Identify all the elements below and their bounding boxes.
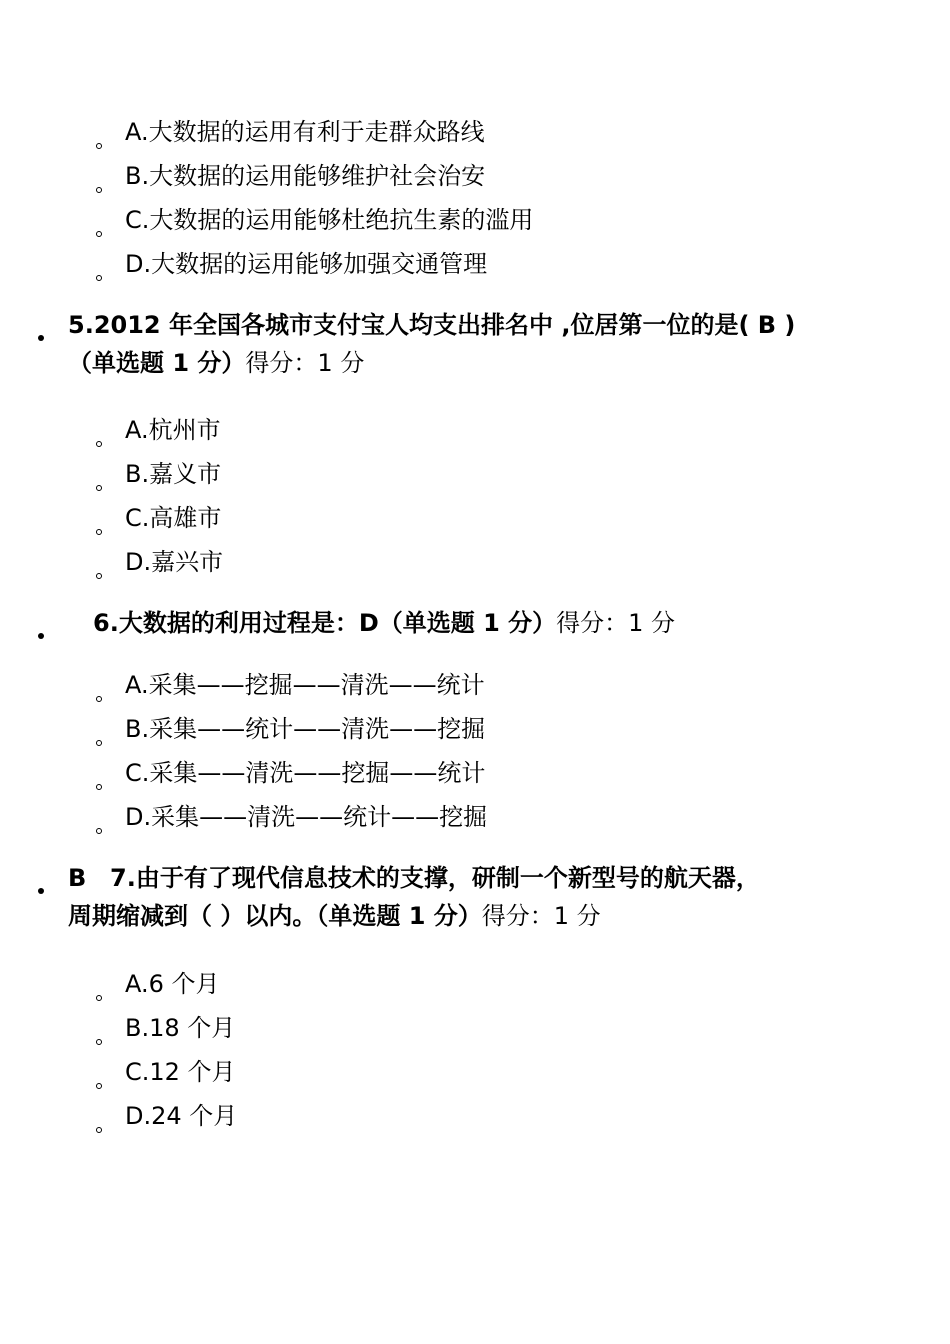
option-bullet — [96, 1083, 102, 1089]
option-bullet — [96, 784, 102, 790]
q6-option-a: A.采集——挖掘——清洗——统计 — [125, 671, 485, 699]
question-7-type: 周期缩减到（ ）以内。（单选题 1 分） — [68, 902, 482, 930]
question-5-meta — [68, 347, 364, 379]
option-bullet — [96, 1127, 102, 1133]
q5-option-d: D.嘉兴市 — [125, 548, 224, 576]
q7-option-b: B.18 个月 — [125, 1014, 236, 1042]
option-bullet — [96, 995, 102, 1001]
option-bullet — [96, 696, 102, 702]
question-5-text: 5.2012 年全国各城市支付宝人均支出排名中 ,位居第一位的是( B ) — [68, 311, 796, 339]
question-5-type: （单选题 1 分） — [68, 349, 246, 377]
option-d: D.大数据的运用能够加强交通管理 — [125, 250, 488, 278]
q7-option-c: C.12 个月 — [125, 1058, 236, 1086]
option-bullet — [96, 529, 102, 535]
option-bullet — [96, 1039, 102, 1045]
option-bullet — [96, 485, 102, 491]
option-c: C.大数据的运用能够杜绝抗生素的滥用 — [125, 206, 534, 234]
option-bullet — [96, 275, 102, 281]
q6-option-b: B.采集——统计——清洗——挖掘 — [125, 715, 486, 743]
option-bullet — [96, 143, 102, 149]
question-bullet — [38, 335, 44, 341]
question-6-score: 得分：1 分 — [556, 609, 676, 637]
question-7-meta — [68, 900, 601, 932]
q5-option-b: B.嘉义市 — [125, 460, 222, 488]
question-5-title — [68, 309, 795, 341]
option-bullet — [96, 441, 102, 447]
q7-option-d: D.24 个月 — [125, 1102, 238, 1130]
question-bullet — [38, 888, 44, 894]
question-5-score: 得分：1 分 — [245, 349, 365, 377]
option-bullet — [96, 231, 102, 237]
q6-option-d: D.采集——清洗——统计——挖掘 — [125, 803, 488, 831]
option-bullet — [96, 187, 102, 193]
q7-option-a: A.6 个月 — [125, 970, 220, 998]
question-7-answer — [68, 862, 86, 894]
q5-option-a: A.杭州市 — [125, 416, 221, 444]
option-bullet — [96, 740, 102, 746]
question-7-answer-letter: B — [68, 864, 87, 892]
q6-option-c: C.采集——清洗——挖掘——统计 — [125, 759, 486, 787]
question-6-title — [93, 607, 675, 639]
question-6-text: 6.大数据的利用过程是：D（单选题 1 分） — [93, 609, 557, 637]
option-bullet — [96, 828, 102, 834]
question-7-score: 得分：1 分 — [481, 902, 601, 930]
question-7-title — [110, 862, 760, 894]
q5-option-c: C.高雄市 — [125, 504, 222, 532]
option-b: B.大数据的运用能够维护社会治安 — [125, 162, 486, 190]
option-a: A.大数据的运用有利于走群众路线 — [125, 118, 485, 146]
question-7-text: 7.由于有了现代信息技术的支撑，研制一个新型号的航天器， — [110, 864, 760, 892]
question-bullet — [38, 633, 44, 639]
option-bullet — [96, 573, 102, 579]
